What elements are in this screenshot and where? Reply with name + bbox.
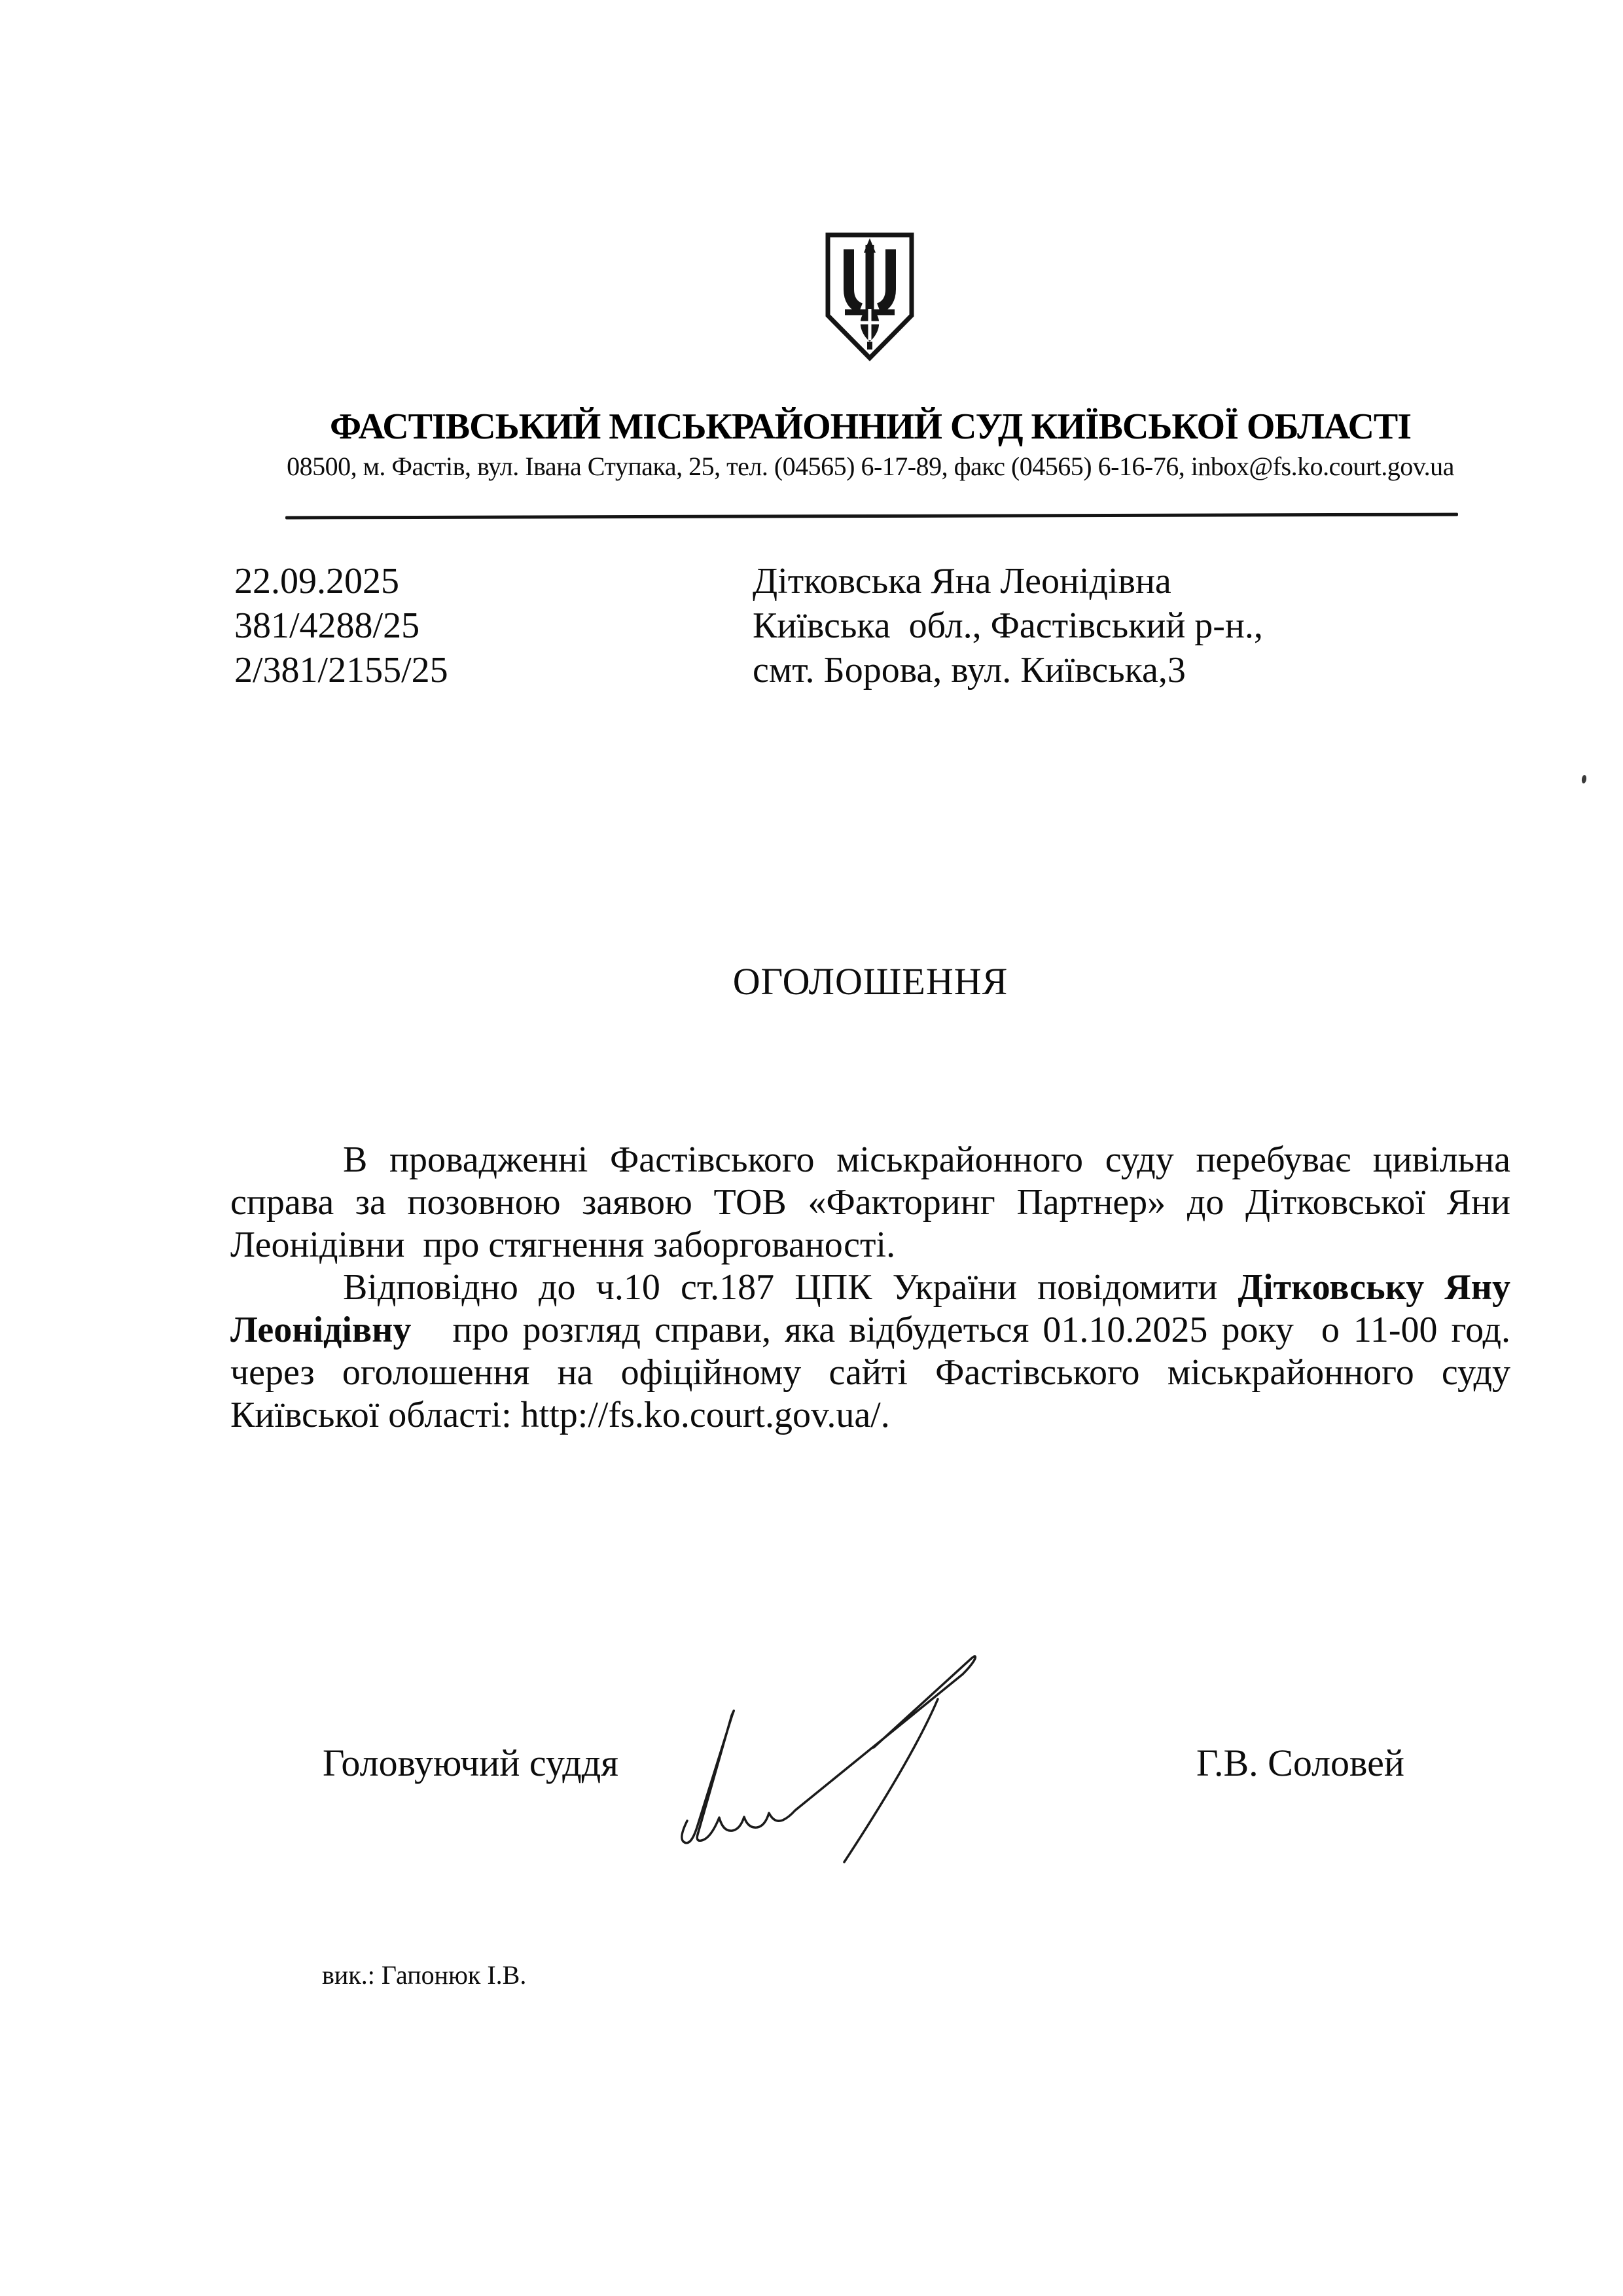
body-text: справа за позовною заявою ТОВ «Факторинг Партнер» до Дітковської Яни: [230, 1182, 1510, 1223]
body-text-bold: Леонідівну: [230, 1310, 412, 1350]
body-line: [230, 1394, 1510, 1437]
body-line: [230, 1139, 1510, 1181]
ukraine-trident-emblem-icon: [822, 232, 918, 363]
body-text: В провадженні Фастівського міськрайонного суду перебуває цивільна: [343, 1139, 1510, 1180]
body-line: [230, 1224, 1510, 1266]
body-text: Відповідно до ч.10 ст.187 ЦПК України повідомити: [343, 1267, 1238, 1308]
body-paragraph: [230, 1139, 1510, 1266]
case-number: 381/4288/25: [234, 605, 420, 646]
document-date: 22.09.2025: [234, 561, 399, 601]
handwritten-signature-icon: [658, 1636, 1014, 1875]
body-text-bold: Дітковську Яну: [1238, 1267, 1510, 1308]
body-line: [230, 1181, 1510, 1224]
addressee-address-line1: Київська обл., Фастівський р-н.,: [753, 605, 1263, 646]
judge-role-label: Головуючий суддя: [323, 1742, 618, 1784]
court-address-line: 08500, м. Фастів, вул. Івана Ступака, 25, тел. (04565) 6-17-89, факс (04565) 6-16-76, inbox@fs.ko.court.gov.ua: [287, 452, 1454, 481]
scan-speck-artifact: [1581, 775, 1587, 784]
reference-block: [234, 559, 448, 692]
body-line: [230, 1266, 1510, 1309]
addressee-name: Дітковська Яна Леонідівна: [753, 561, 1171, 601]
addressee-address-line2: смт. Борова, вул. Київська,3: [753, 650, 1186, 691]
body-line: [230, 1352, 1510, 1394]
executor-note: вик.: Гапонюк І.В.: [322, 1960, 527, 1990]
body-paragraphs: [230, 1139, 1510, 1437]
body-text: Київської області: http://fs.ko.court.gov.ua/.: [230, 1395, 890, 1435]
body-text: Леонідівни про стягнення заборгованості.: [230, 1225, 896, 1265]
body-paragraph: [230, 1266, 1510, 1437]
proceeding-number: 2/381/2155/25: [234, 650, 448, 691]
judge-name: Г.В. Соловей: [1196, 1742, 1404, 1784]
body-line: [230, 1309, 1510, 1352]
addressee-block: [753, 559, 1263, 692]
header-divider-rule: [285, 512, 1458, 519]
body-text: через оголошення на офіційному сайті Фастівського міськрайонного суду: [230, 1352, 1510, 1393]
court-name-heading: ФАСТІВСЬКИЙ МІСЬКРАЙОННИЙ СУД КИЇВСЬКОЇ ОБЛАСТІ: [329, 406, 1412, 447]
document-title: ОГОЛОШЕННЯ: [732, 960, 1008, 1003]
body-text: про розгляд справи, яка відбудеться 01.10.2025 року о 11-00 год.: [411, 1310, 1510, 1350]
